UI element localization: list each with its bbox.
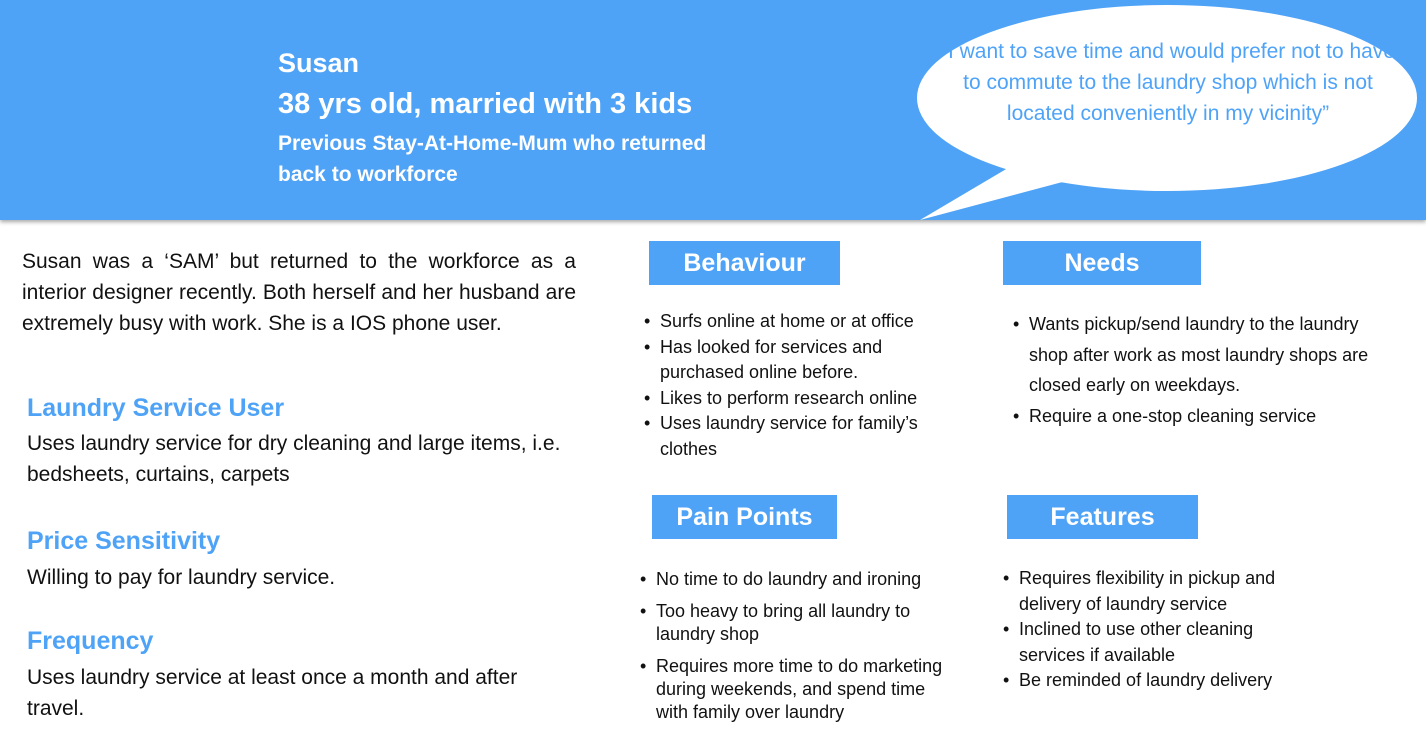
feature-item: • Be reminded of laundry delivery — [1003, 668, 1323, 694]
pain-points-list — [640, 568, 960, 733]
persona-role: Previous Stay-At-Home-Mum who returned back to workforce — [278, 132, 707, 186]
features-list — [1003, 566, 1323, 694]
pain-point-item: • Requires more time to do marketing during weekends, and spend time with family over laundry — [640, 655, 960, 724]
behaviour-item: • Uses laundry service for family’s clothes — [644, 411, 954, 462]
persona-age-status: 38 yrs old, married with 3 kids — [278, 88, 693, 120]
needs-heading: Needs — [1003, 241, 1201, 285]
behaviour-heading: Behaviour — [649, 241, 840, 285]
persona-name: Susan — [278, 48, 360, 78]
needs-item: • Wants pickup/send laundry to the laundry shop after work as most laundry shops are closed early on weekdays. — [1013, 309, 1398, 401]
persona-intro: Susan was a ‘SAM’ but returned to the workforce as a interior designer recently. Both herself and her husband are extremely busy with work. She is a IOS phone user. — [22, 250, 576, 335]
behaviour-item: • Has looked for services and purchased online before. — [644, 335, 954, 386]
needs-list — [1013, 309, 1398, 431]
attribute-text-price: Willing to pay for laundry service. — [27, 566, 336, 589]
pain-point-item: • Too heavy to bring all laundry to laundry shop — [640, 600, 960, 646]
feature-item: • Requires flexibility in pickup and delivery of laundry service — [1003, 566, 1323, 617]
pain-point-item: • No time to do laundry and ironing — [640, 568, 960, 591]
behaviour-item: • Surfs online at home or at office — [644, 309, 954, 335]
needs-item: • Require a one-stop cleaning service — [1013, 401, 1398, 432]
attribute-text-service-user: Uses laundry service for dry cleaning and large items, i.e. bedsheets, curtains, carpets — [27, 432, 561, 486]
attribute-title-price: Price Sensitivity — [27, 527, 221, 555]
feature-item: • Inclined to use other cleaning services if available — [1003, 617, 1323, 668]
pain-points-heading: Pain Points — [652, 495, 837, 539]
persona-quote: “I want to save time and would prefer not to have to commute to the laundry shop which is not located conveniently in my vicinity” — [940, 40, 1396, 125]
behaviour-list — [644, 309, 954, 462]
behaviour-item: • Likes to perform research online — [644, 386, 954, 412]
attribute-title-service-user: Laundry Service User — [27, 394, 285, 422]
attribute-text-frequency: Uses laundry service at least once a month and after travel. — [27, 666, 518, 720]
features-heading: Features — [1007, 495, 1198, 539]
attribute-title-frequency: Frequency — [27, 627, 154, 655]
